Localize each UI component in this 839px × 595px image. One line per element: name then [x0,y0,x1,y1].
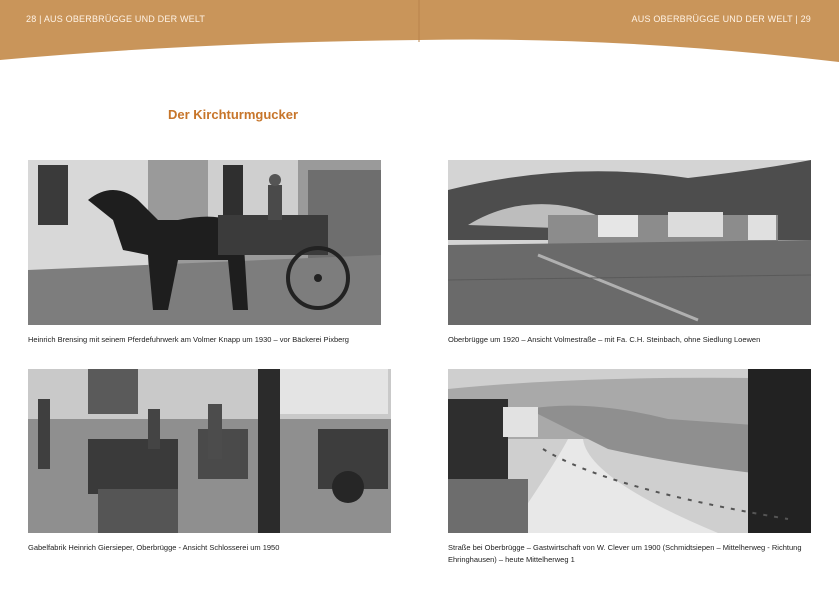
road-photo [448,369,811,533]
factory-photo [28,369,391,533]
header-right-running-title: AUS OBERBRÜGGE UND DER WELT | 29 [631,14,811,24]
caption-factory: Gabelfabrik Heinrich Giersieper, Oberbrügge - Ansicht Schlosserei um 1950 [28,543,280,552]
header-band [0,0,839,70]
section-title: Der Kirchturmgucker [168,107,299,122]
horse-cart-photo [28,160,381,325]
header-left-running-title: 28 | AUS OBERBRÜGGE UND DER WELT [26,14,206,24]
caption-road: Straße bei Oberbrügge – Gastwirtschaft von W. Clever um 1900 (Schmidtsiepen – Mittelherweg - Richtung Ehringhausen) – heute Mittelherweg 1 [448,543,802,564]
caption-landscape: Oberbrügge um 1920 – Ansicht Volmestraße – mit Fa. C.H. Steinbach, ohne Siedlung Loewen [448,335,761,344]
landscape-photo [448,160,811,325]
caption-horse-cart: Heinrich Brensing mit seinem Pferdefuhrwerk am Volmer Knapp um 1930 – vor Bäckerei Pixberg [28,335,349,344]
